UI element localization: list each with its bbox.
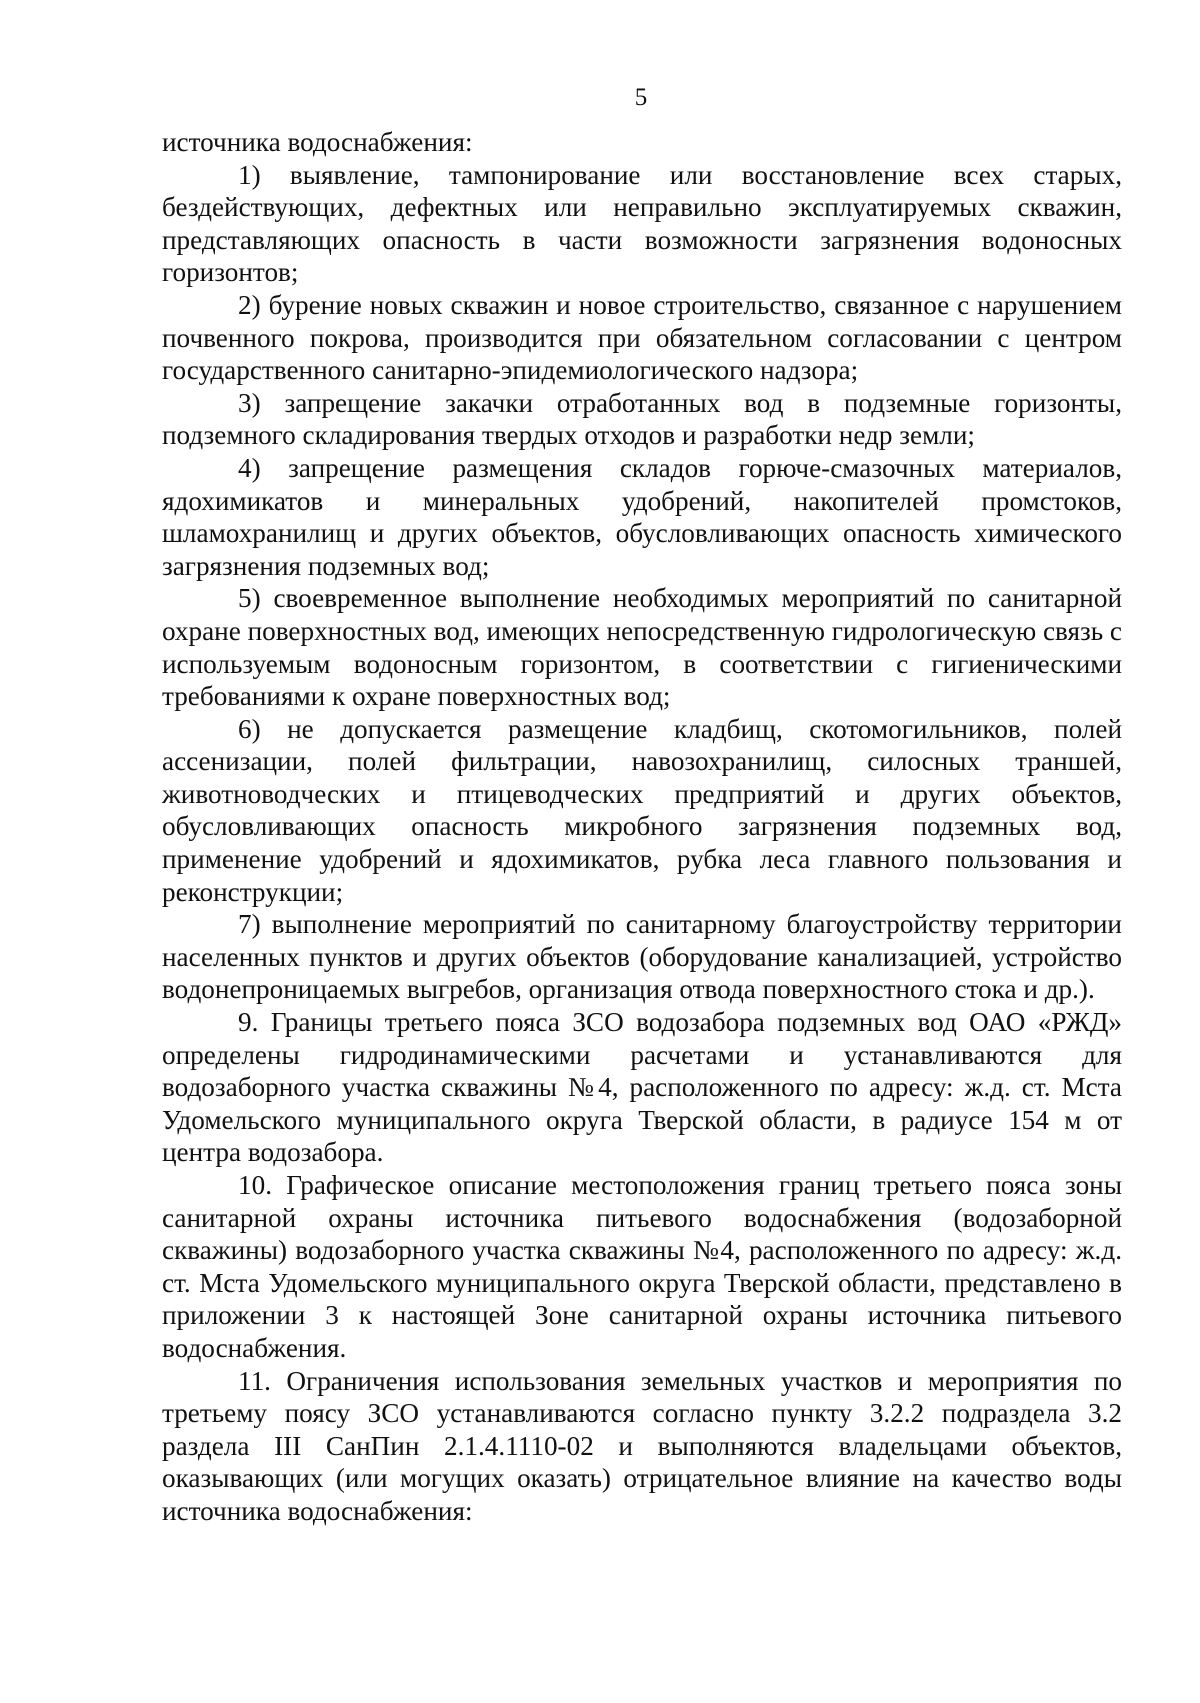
paragraph-item-1: 1) выявление, тампонирование или восстановление всех старых, бездействующих, дефектных или неправильно эксплуатируемых скважин, представляющих опасность в части возможности загрязнения водоносных горизонтов;	[162, 159, 1122, 288]
paragraph-item-3: 3) запрещение закачки отработанных вод в подземные горизонты, подземного складирования твердых отходов и разработки недр земли;	[162, 387, 1122, 451]
paragraph-continuation: источника водоснабжения:	[162, 127, 473, 157]
paragraph-section-10: 10. Графическое описание местоположения границ третьего пояса зоны санитарной охраны источника питьевого водоснабжения (водозаборной скважины) водозаборного участка скважины №4, расположенного по адресу: ж.д. ст. Мста Удомельского муниципального округа Тверской области, представлено в приложении 3 к настоящей Зоне санитарной охраны источника питьевого водоснабжения.	[162, 1170, 1122, 1363]
paragraph-section-11: 11. Ограничения использования земельных участков и мероприятия по третьему поясу ЗСО устанавливаются согласно пункту 3.2.2 подраздела 3.2 раздела III СанПин 2.1.4.1110-02 и выполняются владельцами объектов, оказывающих (или могущих оказать) отрицательное влияние на качество воды источника водоснабжения:	[162, 1365, 1122, 1526]
page-number: 5	[634, 84, 648, 111]
document-body	[162, 126, 1122, 1528]
paragraph-item-4: 4) запрещение размещения складов горюче-смазочных материалов, ядохимикатов и минеральных удобрений, накопителей промстоков, шламохранилищ и других объектов, обусловливающих опасность химического загрязнения подземных вод;	[162, 452, 1122, 581]
paragraph-item-2: 2) бурение новых скважин и новое строительство, связанное с нарушением почвенного покрова, производится при обязательном согласовании с центром государственного санитарно-эпидемиологического надзора;	[162, 289, 1122, 386]
paragraph-item-7: 7) выполнение мероприятий по санитарному благоустройству территории населенных пунктов и других объектов (оборудование канализацией, устройство водонепроницаемых выгребов, организация отвода поверхностного стока и др.).	[162, 909, 1122, 1005]
paragraph-section-9: 9. Границы третьего пояса ЗСО водозабора подземных вод ОАО «РЖД» определены гидродинамическими расчетами и устанавливаются для водозаборного участка скважины №4, расположенного по адресу: ж.д. ст. Мста Удомельского муниципального округа Тверской области, в радиусе 154 м от центра водозабора.	[162, 1007, 1122, 1168]
paragraph-item-6: 6) не допускается размещение кладбищ, скотомогильников, полей ассенизации, полей фильтрации, навозохранилищ, силосных траншей, животноводческих и птицеводческих предприятий и других объектов, обусловливающих опасность микробного загрязнения подземных вод, применение удобрений и ядохимикатов, рубка леса главного пользования и реконструкции;	[162, 713, 1122, 907]
paragraph-item-5: 5) своевременное выполнение необходимых мероприятий по санитарной охране поверхностных вод, имеющих непосредственную гидрологическую связь с используемым водоносным горизонтом, в соответствии с гигиеническими требованиями к охране поверхностных вод;	[162, 583, 1122, 712]
